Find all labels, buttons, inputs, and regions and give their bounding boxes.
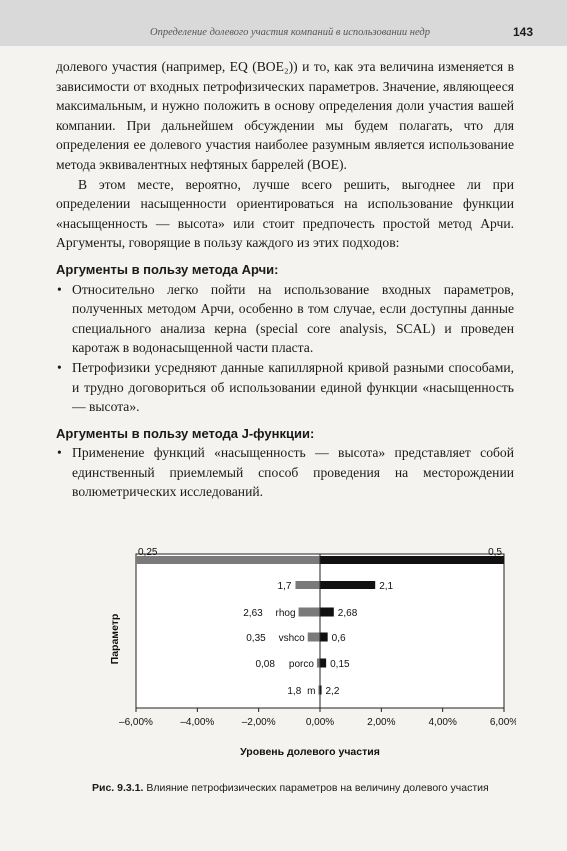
page-number: 143	[512, 25, 533, 39]
bar-high	[320, 556, 504, 564]
x-tick-label: –6,00%	[119, 717, 153, 728]
bar-label-high: 2,2	[325, 686, 340, 697]
paragraph: долевого участия (например, EQ (BOE₂)) и то, как эта величина изменяется в зависимости от входных петрофизических параметров. Значение, являющееся максимальным, и нужно положить в основу определения доли участия вашей компании. При дальнейшем обсуждении мы будем полагать, что для определения ее долевого участия наиболее разумным является использование метода эквивалентных нефтяных баррелей (BOE).	[56, 59, 514, 172]
x-tick-label: 4,00%	[428, 717, 457, 728]
tornado-chart	[106, 548, 516, 768]
bar-label-high: 2,1	[379, 581, 394, 592]
bar-label-low: 2,63	[243, 608, 263, 619]
x-tick-label: 2,00%	[367, 717, 396, 728]
list-item: • Петрофизики усредняют данные капиллярной кривой разными способами, и трудно договориться об использовании единой функции «насыщенность — высота».	[56, 358, 514, 417]
bar-low	[136, 556, 320, 564]
x-axis-title: Уровень долевого участия	[240, 746, 380, 758]
parameter-label: vshco	[278, 633, 305, 644]
caption-text: Влияние петрофизических параметров на величину долевого участия	[146, 782, 489, 794]
bar-label-low: 1,7	[277, 581, 292, 592]
section-heading: Аргументы в пользу метода J-функции:	[56, 425, 315, 441]
y-axis-title: Параметр	[109, 613, 121, 665]
x-tick-label: –4,00%	[180, 717, 215, 728]
x-tick-label: 0,00%	[305, 717, 335, 728]
caption-label: Рис. 9.3.1.	[92, 782, 144, 794]
parameter-label: rhog	[275, 608, 296, 619]
section-heading: Аргументы в пользу метода Арчи:	[56, 261, 279, 277]
bar-label-low: 0,25	[138, 548, 158, 558]
bar-label-high: 0,15	[330, 659, 350, 670]
bar-label-high: 0,6	[331, 633, 346, 644]
parameter-label: m	[307, 686, 316, 697]
bar-label-low: 0,35	[246, 633, 266, 644]
paragraph: В этом месте, вероятно, лучше всего решить, выгоднее ли при определении насыщенности ориентироваться на использование функции «насыщенность — высота» или стоит предпочесть простой метод Арчи. Аргументы, говорящие в пользу каждого из этих подходов:	[56, 176, 514, 251]
bullet-list	[56, 280, 514, 417]
list-item: • Относительно легко пойти на использование входных параметров, полученных методом Арчи, особенно в том случае, если доступны данные специального анализа керна (special core analysis, SCAL) и проведен каротаж в водонасыщенной части пласта.	[56, 280, 514, 358]
bar-label-low: 0,08	[255, 659, 275, 670]
list-item: • Применение функций «насыщенность — высота» представляет собой единственный приемлемый способ проведения на месторождении волюметрических исследований.	[56, 443, 514, 502]
bar-high	[320, 608, 334, 617]
bar-high	[320, 659, 326, 668]
bar-high	[320, 633, 328, 642]
x-tick-label: –2,00%	[241, 717, 276, 728]
bar-label-low: 1,8	[287, 686, 302, 697]
figure-caption	[92, 782, 489, 794]
bar-low	[295, 581, 320, 589]
body-text	[56, 57, 514, 502]
running-header	[0, 0, 567, 46]
bullet-list	[56, 443, 514, 502]
bar-low	[308, 633, 320, 642]
x-tick-label: 6,00%	[489, 717, 516, 728]
bar-low	[299, 608, 320, 617]
figure	[106, 548, 516, 768]
running-title: Определение долевого участия компаний в использовании недр	[150, 27, 430, 38]
bar-label-high: 2,68	[337, 608, 358, 619]
parameter-label: porco	[288, 659, 314, 670]
bar-high	[320, 581, 375, 589]
bar-label-high: 0,5	[488, 548, 502, 558]
